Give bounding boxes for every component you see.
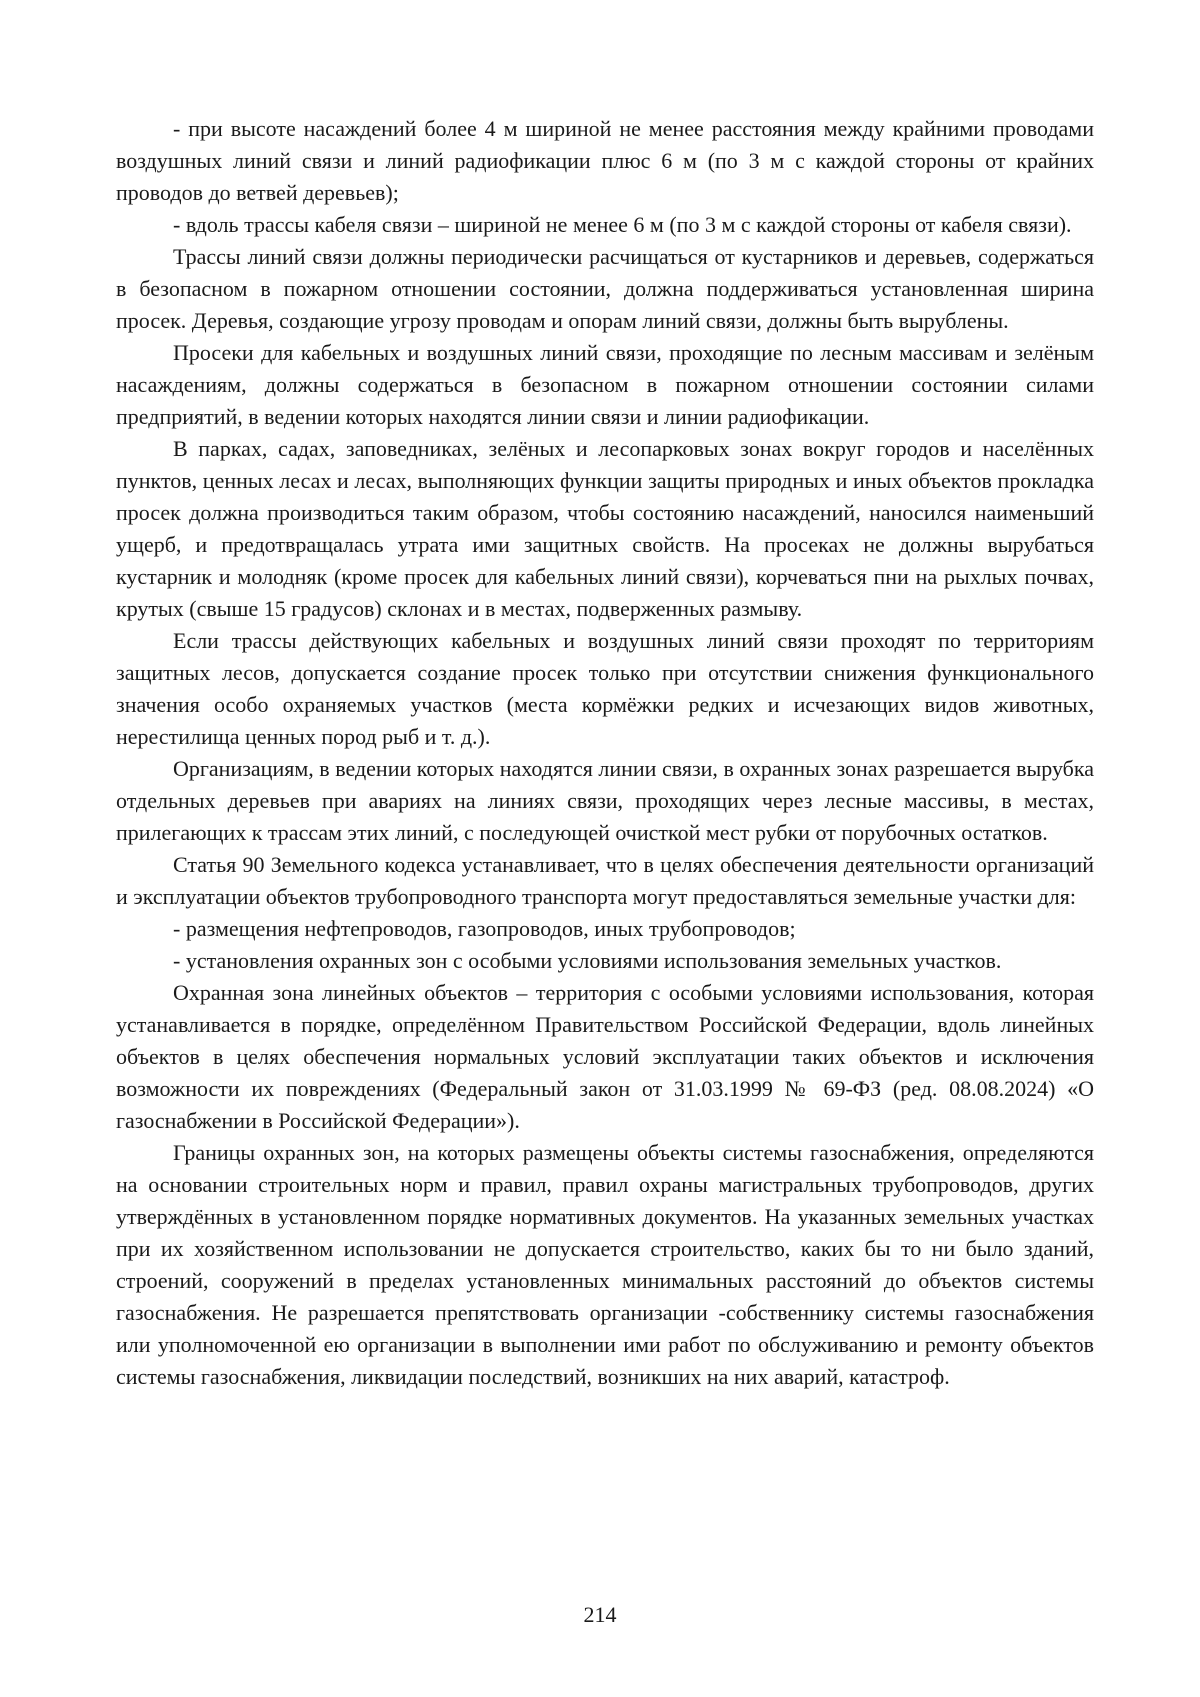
paragraph-article-90: Статья 90 Земельного кодекса устанавливает, что в целях обеспечения деятельности организаций и эксплуатации объектов трубопроводного транспорта могут предоставляться земельные участки для: <box>116 852 1094 909</box>
paragraph-route-clearing: Трассы линий связи должны периодически расчищаться от кустарников и деревьев, содержаться в безопасном в пожарном отношении состоянии, должна поддерживаться установленная ширина просек. Деревья, создающие угрозу проводам и опорам линий связи, должны быть вырублены. <box>116 244 1094 333</box>
paragraph-bullet-cable-route: - вдоль трассы кабеля связи – шириной не менее 6 м (по 3 м с каждой стороны от кабеля связи). <box>173 212 1072 237</box>
paragraph-clearings-maintenance: Просеки для кабельных и воздушных линий связи, проходящие по лесным массивам и зелёным насаждениям, должны содержаться в безопасном в пожарном отношении состоянии силами предприятий, в ведении которых находятся линии связи и линии радиофикации. <box>116 340 1094 429</box>
paragraph-bullet-pipelines: - размещения нефтепроводов, газопроводов, иных трубопроводов; <box>173 916 796 941</box>
page-number: 214 <box>583 1602 617 1627</box>
paragraph-bullet-protection-zones: - установления охранных зон с особыми условиями использования земельных участков. <box>173 948 1002 973</box>
paragraph-bullet-plantings: - при высоте насаждений более 4 м шириной не менее расстояния между крайними проводами воздушных линий связи и линий радиофикации плюс 6 м (по 3 м с каждой стороны от крайних проводов до ветвей деревьев); <box>116 116 1094 205</box>
paragraph-protective-forests: Если трассы действующих кабельных и воздушных линий связи проходят по территориям защитных лесов, допускается создание просек только при отсутствии снижения функционального значения особо охраняемых участков (места кормёжки редких и исчезающих видов животных, нерестилища ценных пород рыб и т. д.). <box>116 628 1094 749</box>
paragraph-parks-and-forests: В парках, садах, заповедниках, зелёных и лесопарковых зонах вокруг городов и населённых пунктов, ценных лесах и лесах, выполняющих функции защиты природных и иных объектов прокладка просек должна производиться таким образом, чтобы состоянию насаждений, наносился наименьший ущерб, и предотвращалась утрата ими защитных свойств. На просеках не должны вырубаться кустарник и молодняк (кроме просек для кабельных линий связи), корчеваться пни на рыхлых почвах, крутых (свыше 15 градусов) склонах и в местах, подверженных размыву. <box>116 436 1094 621</box>
paragraph-zone-boundaries: Границы охранных зон, на которых размещены объекты системы газоснабжения, определяются на основании строительных норм и правил, правил охраны магистральных трубопроводов, других утверждённых в установленном порядке нормативных документов. На указанных земельных участках при их хозяйственном использовании не допускается строительство, каких бы то ни было зданий, строений, сооружений в пределах установленных минимальных расстояний до объектов системы газоснабжения. Не разрешается препятствовать организации -собственнику системы газоснабжения или уполномоченной ею организации в выполнении ими работ по обслуживанию и ремонту объектов системы газоснабжения, ликвидации последствий, возникших на них аварий, катастроф. <box>116 1140 1094 1389</box>
body-text <box>116 113 1094 1393</box>
paragraph-protection-zone-definition: Охранная зона линейных объектов – территория с особыми условиями использования, которая устанавливается в порядке, определённом Правительством Российской Федерации, вдоль линейных объектов в целях обеспечения нормальных условий эксплуатации таких объектов и исключения возможности их повреждениях (Федеральный закон от 31.03.1999 № 69-ФЗ (ред. 08.08.2024) «О газоснабжении в Российской Федерации»). <box>116 980 1094 1133</box>
paragraph-tree-felling: Организациям, в ведении которых находятся линии связи, в охранных зонах разрешается вырубка отдельных деревьев при авариях на линиях связи, проходящих через лесные массивы, в местах, прилегающих к трассам этих линий, с последующей очисткой мест рубки от порубочных остатков. <box>116 756 1094 845</box>
